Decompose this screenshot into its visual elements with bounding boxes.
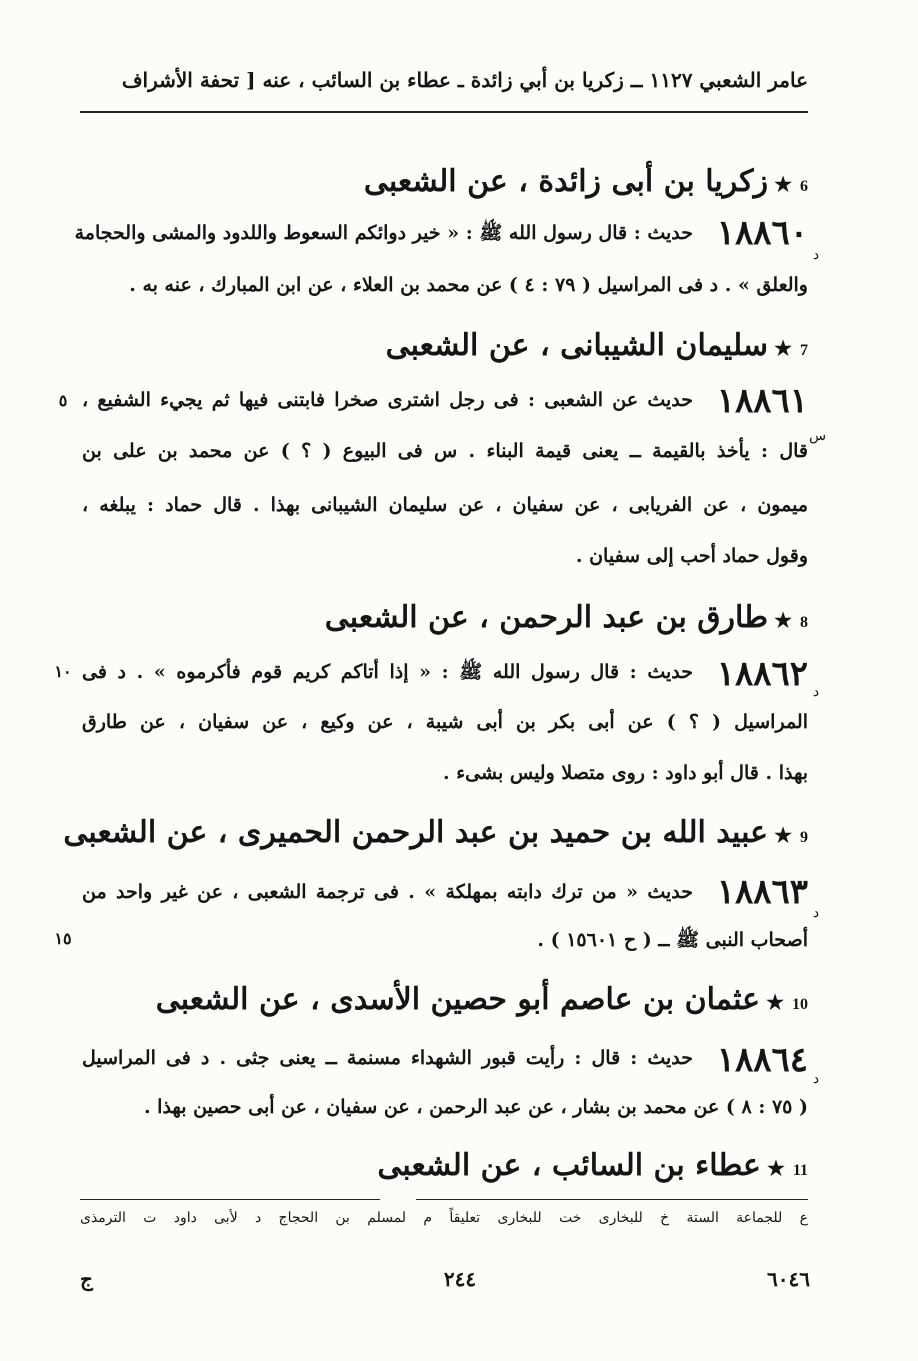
hadith-line: حديث : قال رسول الله ﷺ : « خير دوائكم السعوط واللدود والمشى والحجامة xyxy=(74,222,693,244)
star-icon: ★ xyxy=(766,1156,785,1180)
hadith-number: ١٨٨٦١ xyxy=(716,381,808,421)
hadith-line: حديث « من ترك دابته بمهلكة » . فى ترجمة الشعبى ، عن غير واحد من xyxy=(82,881,693,903)
hadith-sigla: د xyxy=(812,1071,820,1087)
section-title: عطاء بن السائب ، عن الشعبى xyxy=(377,1148,761,1183)
section-number: 11 xyxy=(792,1162,808,1179)
hadith-line: ميمون ، عن الفريابى ، عن سفيان ، عن سليمان الشيبانى بهذا . قال حماد : يبلغه ، xyxy=(82,494,808,516)
hadith-line: حديث : قال رسول الله ﷺ : « إذا أتاكم كريم قوم فأكرموه » . د فى xyxy=(82,661,693,683)
hadith-line: بهذا . قال أبو داود : روى متصلا وليس بشىء . xyxy=(443,762,808,784)
star-icon: ★ xyxy=(774,608,792,632)
page-number: ٢٤٤ xyxy=(443,1267,477,1291)
section-title: سليمان الشيبانى ، عن الشعبى xyxy=(385,328,769,363)
section-heading xyxy=(120,162,808,204)
hadith-number: ١٨٨٦٢ xyxy=(716,654,808,694)
section-title: زكريا بن أبى زائدة ، عن الشعبى xyxy=(363,164,769,199)
hadith-line: أصحاب النبى ﷺ ــ ( ح ١٥٦٠١ ) . xyxy=(537,929,808,951)
hadith-number: ١٨٨٦٠ xyxy=(716,213,808,253)
section-title: عبيد الله بن حميد بن عبد الرحمن الحميرى ، عن الشعبى xyxy=(63,815,769,850)
hadith-sigla: د xyxy=(812,684,820,700)
line-margin-number: ٥ xyxy=(58,391,68,410)
hadith-line: المراسيل ( ؟ ) عن أبى بكر بن أبى شيبة ، عن وكيع ، عن سفيان ، عن طارق xyxy=(82,711,808,733)
hadith-sigla: د xyxy=(812,905,820,921)
section-number: 8 xyxy=(800,614,808,631)
line-margin-number: ١٥ xyxy=(54,929,72,948)
hadith-line: والعلق » . د فى المراسيل ( ٧٩ : ٤ ) عن محمد بن العلاء ، عن ابن المبارك ، عنه به . xyxy=(129,274,808,296)
section-heading xyxy=(120,598,808,640)
hadith-line: وقول حماد أحب إلى سفيان . xyxy=(575,545,808,567)
section-title: طارق بن عبد الرحمن ، عن الشعبى xyxy=(324,600,769,635)
star-icon: ★ xyxy=(774,172,792,196)
hadith-number: ١٨٨٦٤ xyxy=(716,1040,808,1080)
hadith-sigla: س xyxy=(809,428,827,444)
section-heading xyxy=(120,326,808,368)
running-header: عامر الشعبي ١١٢٧ ــ زكريا بن أبي زائدة ـ عطاء بن السائب ، عنه [ تحفة الأشراف xyxy=(121,68,808,92)
section-title: عثمان بن عاصم أبو حصين الأسدى ، عن الشعبى xyxy=(155,982,761,1017)
star-icon: ★ xyxy=(774,823,792,847)
section-number: 10 xyxy=(792,996,808,1013)
star-icon: ★ xyxy=(774,336,792,360)
line-margin-number: ١٠ xyxy=(54,662,72,681)
footnote-abbreviations: ع للجماعة الستة خ للبخارى خت للبخارى تعليقاً م لمسلم بن الحجاج د لأبى داود ت الترمذى xyxy=(80,1210,808,1226)
footnote-rule xyxy=(416,1199,808,1200)
section-heading xyxy=(120,1146,808,1188)
section-number: 9 xyxy=(800,829,808,846)
hadith-line: حديث عن الشعبى : فى رجل اشترى صخرا فابتنى فيها ثم يجيء الشفيع ، xyxy=(82,389,693,411)
volume-page-number: ٦٠٤٦ xyxy=(767,1267,810,1291)
hadith-line: قال : يأخذ بالقيمة ــ يعنى قيمة البناء . س فى البيوع ( ؟ ) عن محمد بن على بن xyxy=(82,440,808,462)
hadith-line: ( ٧٥ : ٨ ) عن محمد بن بشار ، عن عبد الرحمن ، عن سفيان ، عن أبى حصين بهذا . xyxy=(143,1096,808,1118)
star-icon: ★ xyxy=(766,990,784,1014)
hadith-number: ١٨٨٦٣ xyxy=(716,872,808,912)
header-rule xyxy=(80,111,808,113)
footnote-rule xyxy=(80,1199,380,1200)
section-heading xyxy=(120,980,808,1022)
signature-mark: ج xyxy=(80,1267,93,1291)
hadith-line: حديث : قال : رأيت قبور الشهداء مسنمة ــ يعنى جثى . د فى المراسيل xyxy=(82,1047,693,1069)
section-heading xyxy=(63,813,808,855)
section-number: 6 xyxy=(800,178,808,195)
hadith-sigla: د xyxy=(812,247,820,263)
section-number: 7 xyxy=(800,342,808,359)
